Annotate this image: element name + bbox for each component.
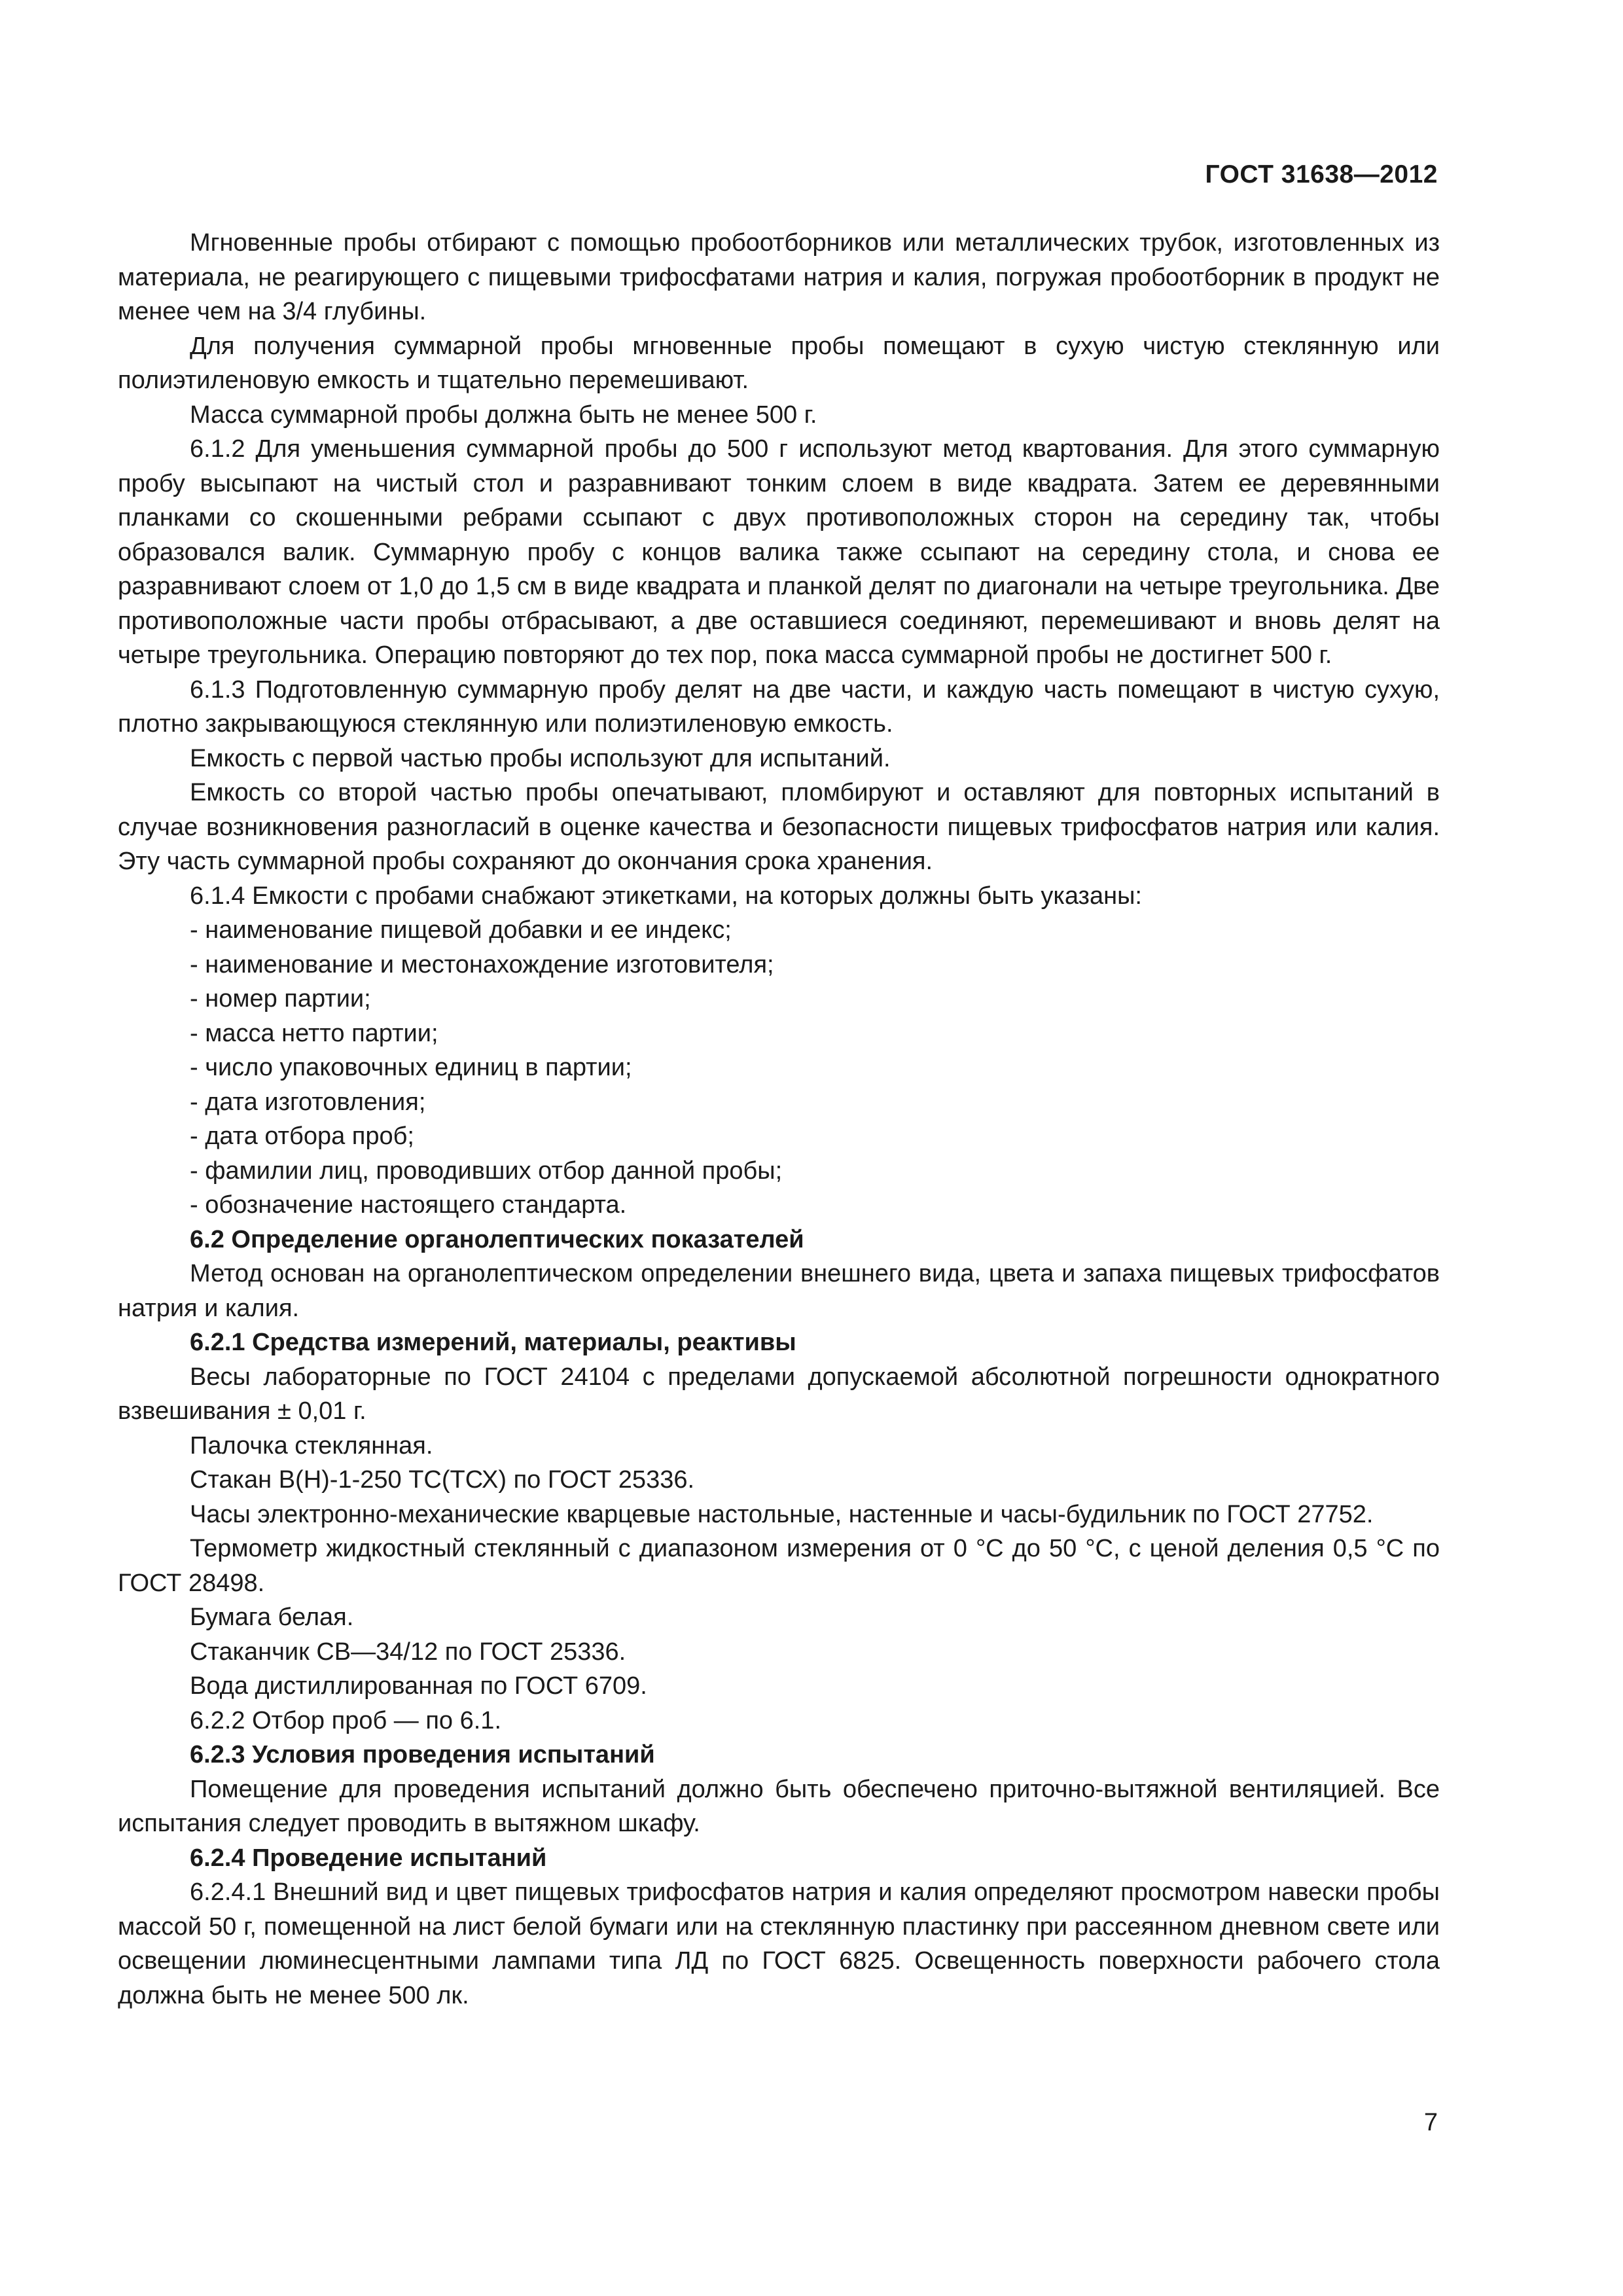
list-item: - обозначение настоящего стандарта. [190, 1191, 627, 1219]
document-number-header: ГОСТ 31638—2012 [1205, 160, 1438, 188]
list-item: - наименование и местонахождение изготовителя; [190, 950, 774, 978]
list-item: - число упаковочных единиц в партии; [190, 1054, 632, 1081]
paragraph: Термометр жидкостный стеклянный с диапазоном измерения от 0 °С до 50 °С, с ценой деления 0,5 °С по ГОСТ 28498. [118, 1535, 1440, 1597]
section-heading-6-2-4: 6.2.4 Проведение испытаний [190, 1844, 547, 1872]
paragraph: Емкость с первой частью пробы используют для испытаний. [190, 744, 891, 772]
page-number: 7 [1423, 2109, 1438, 2136]
section-heading-6-2: 6.2 Определение органолептических показателей [190, 1225, 804, 1253]
paragraph: Мгновенные пробы отбирают с помощью пробоотборников или металлических трубок, изготовленных из материала, не реагирующего с пищевыми трифосфатами натрия и калия, погружая пробоотборник в продукт не менее чем на 3/4 глубины. [118, 229, 1440, 325]
paragraph: Емкость со второй частью пробы опечатывают, пломбируют и оставляют для повторных испытаний в случае возникновения разногласий в оценке качества и безопасности пищевых трифосфатов натрия или калия. Эту часть суммарной пробы сохраняют до окончания срока хранения. [118, 779, 1440, 875]
list-item: - фамилии лиц, проводивших отбор данной пробы; [190, 1157, 783, 1185]
paragraph: 6.1.3 Подготовленную суммарную пробу делят на две части, и каждую часть помещают в чистую сухую, плотно закрывающуюся стеклянную или полиэтиленовую емкость. [118, 675, 1440, 738]
section-heading-6-2-3: 6.2.3 Условия проведения испытаний [190, 1741, 655, 1768]
paragraph: 6.2.2 Отбор проб — по 6.1. [190, 1706, 502, 1734]
paragraph: Стаканчик СВ—34/12 по ГОСТ 25336. [190, 1638, 626, 1666]
paragraph: 6.1.4 Емкости с пробами снабжают этикетками, на которых должны быть указаны: [190, 882, 1142, 910]
paragraph: Часы электронно-механические кварцевые настольные, настенные и часы-будильник по ГОСТ 27752. [190, 1500, 1374, 1528]
document-body [118, 226, 1440, 2013]
paragraph: Помещение для проведения испытаний должно быть обеспечено приточно-вытяжной вентиляцией. Все испытания следует проводить в вытяжном шкафу. [118, 1775, 1440, 1837]
section-heading-6-2-1: 6.2.1 Средства измерений, материалы, реактивы [190, 1329, 796, 1356]
list-item: - номер партии; [190, 985, 371, 1013]
paragraph: 6.2.4.1 Внешний вид и цвет пищевых трифосфатов натрия и калия определяют просмотром навески пробы массой 50 г, помещенной на лист белой бумаги или на стеклянную пластинку при рассеянном дневном свете или освещении люминесцентными лампами типа ЛД по ГОСТ 6825. Освещенность поверхности рабочего стола должна быть не менее 500 лк. [118, 1878, 1440, 2009]
list-item: - масса нетто партии; [190, 1019, 438, 1047]
paragraph: Вода дистиллированная по ГОСТ 6709. [190, 1672, 647, 1700]
list-item: - наименование пищевой добавки и ее индекс; [190, 916, 732, 944]
paragraph: Метод основан на органолептическом определении внешнего вида, цвета и запаха пищевых трифосфатов натрия и калия. [118, 1260, 1440, 1322]
paragraph: Масса суммарной пробы должна быть не менее 500 г. [190, 401, 817, 429]
paragraph: Для получения суммарной пробы мгновенные пробы помещают в сухую чистую стеклянную или полиэтиленовую емкость и тщательно перемешивают. [118, 332, 1440, 394]
list-item: - дата изготовления; [190, 1088, 426, 1116]
list-item: - дата отбора проб; [190, 1122, 414, 1150]
paragraph: Весы лабораторные по ГОСТ 24104 с пределами допускаемой абсолютной погрешности однократного взвешивания ± 0,01 г. [118, 1363, 1440, 1425]
paragraph: 6.1.2 Для уменьшения суммарной пробы до 500 г используют метод квартования. Для этого суммарную пробу высыпают на чистый стол и разравнивают тонким слоем в виде квадрата. Затем ее деревянными планками со скошенными ребрами ссыпают с двух противоположных сторон на середину так, чтобы образовался валик. Суммарную пробу с концов валика также ссыпают на середину стола, и снова ее разравнивают слоем от 1,0 до 1,5 см в виде квадрата и планкой делят по диагонали на четыре треугольника. Две противоположные части пробы отбрасывают, а две оставшиеся соединяют, перемешивают и вновь делят на четыре треугольника. Операцию повторяют до тех пор, пока масса суммарной пробы не достигнет 500 г. [118, 435, 1440, 669]
paragraph: Стакан В(Н)-1-250 ТС(ТСХ) по ГОСТ 25336. [190, 1466, 695, 1494]
paragraph: Палочка стеклянная. [190, 1431, 433, 1460]
paragraph: Бумага белая. [190, 1604, 354, 1631]
